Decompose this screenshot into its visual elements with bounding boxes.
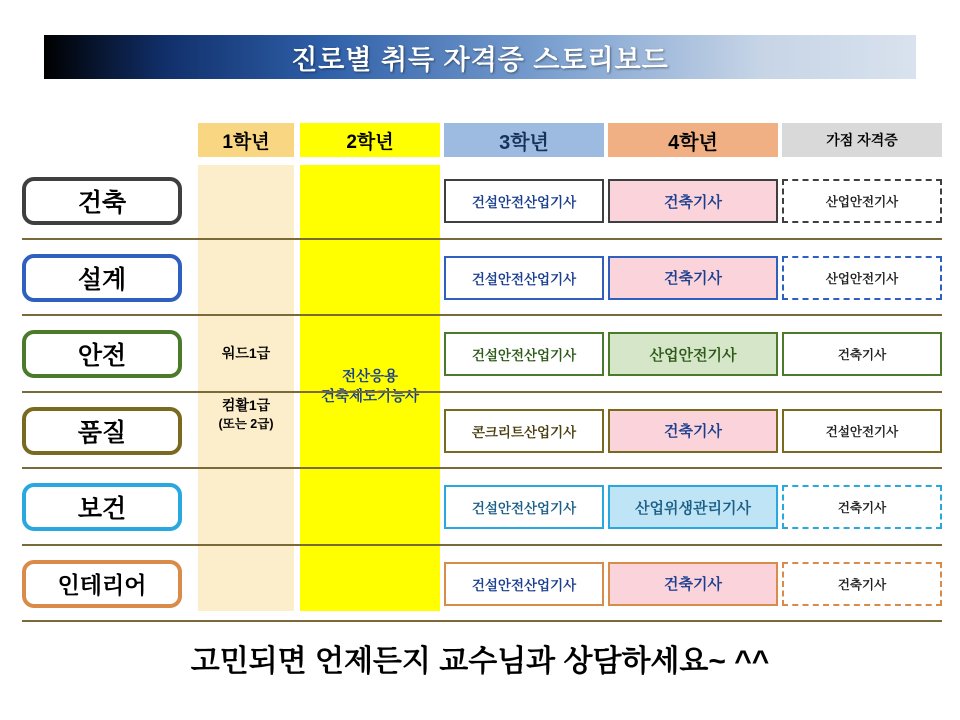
year1-cert-word: 워드1급 xyxy=(221,345,271,362)
cell-bonus-text: 건축기사 xyxy=(837,577,887,592)
cell-year3-text: 건설안전산업기사 xyxy=(471,577,577,593)
cell-year3-text: 건설안전산업기사 xyxy=(471,271,577,287)
year2-cert-line2: 건축제도기능사 xyxy=(320,389,420,405)
storyboard-title-bar xyxy=(44,35,916,79)
cell-bonus-row6[interactable] xyxy=(782,562,942,606)
cell-year3-row6[interactable] xyxy=(444,562,604,606)
row-separator xyxy=(22,314,942,316)
row-label-2[interactable] xyxy=(22,254,182,302)
row-label-1[interactable] xyxy=(22,177,182,225)
row-label-3[interactable] xyxy=(22,330,182,378)
row-label-text: 보건 xyxy=(77,495,127,524)
year1-cert-computer-label: 컴활1급 xyxy=(221,397,271,414)
cell-year3-row3[interactable] xyxy=(444,332,604,376)
row-separator xyxy=(22,391,942,393)
cell-year4-text: 건축기사 xyxy=(664,576,722,594)
cell-year4-text: 건축기사 xyxy=(664,270,722,288)
row-label-text: 인테리어 xyxy=(57,572,147,599)
cell-year3-text: 건설안전산업기사 xyxy=(471,501,577,517)
cell-year4-text: 건축기사 xyxy=(664,423,722,441)
cell-year3-text: 콘크리트산업기사 xyxy=(471,424,577,440)
cell-year4-text: 산업안전기사 xyxy=(649,346,737,364)
cell-bonus-row1[interactable] xyxy=(782,179,942,223)
cell-year4-row1[interactable] xyxy=(608,179,778,223)
year2-cert-line1: 전산응용 xyxy=(341,369,399,386)
footer-note: 고민되면 언제든지 교수님과 상담하세요~ ^^ xyxy=(190,645,770,678)
year1-cert-computer-note: (또는 2급) xyxy=(218,416,274,431)
row-separator xyxy=(22,467,942,469)
cell-year4-row2[interactable] xyxy=(608,256,778,300)
row-label-text: 설계 xyxy=(77,265,127,294)
cell-year4-row6[interactable] xyxy=(608,562,778,606)
cell-bonus-text: 건설안전기사 xyxy=(825,424,899,439)
cell-year3-row2[interactable] xyxy=(444,256,604,300)
cell-bonus-row5[interactable] xyxy=(782,485,942,529)
cell-bonus-row4[interactable] xyxy=(782,409,942,453)
column-header-bonus: 가점 자격증 xyxy=(782,123,942,157)
column-header-year2: 2학년 xyxy=(300,123,440,157)
row-label-6[interactable] xyxy=(22,560,182,608)
row-label-text: 안전 xyxy=(77,342,127,371)
cell-year3-row1[interactable] xyxy=(444,179,604,223)
row-separator xyxy=(22,544,942,546)
cell-bonus-row2[interactable] xyxy=(782,256,942,300)
row-separator xyxy=(22,620,942,622)
column-header-year4: 4학년 xyxy=(608,123,778,157)
page-title: 진로별 취득 자격증 스토리보드 xyxy=(291,44,669,75)
cell-bonus-text: 산업안전기사 xyxy=(825,195,899,210)
cell-year3-row5[interactable] xyxy=(444,485,604,529)
cell-bonus-text: 산업안전기사 xyxy=(825,271,899,286)
year2-cert xyxy=(321,368,419,407)
cell-year3-row4[interactable] xyxy=(444,409,604,453)
year1-cert-computer xyxy=(219,397,274,432)
row-label-text: 품질 xyxy=(77,418,127,447)
row-separator xyxy=(22,238,942,240)
cell-bonus-row3[interactable] xyxy=(782,332,942,376)
cell-year4-text: 건축기사 xyxy=(664,193,722,211)
cell-bonus-text: 건축기사 xyxy=(837,501,887,516)
row-label-5[interactable] xyxy=(22,483,182,531)
cell-year3-text: 건설안전산업기사 xyxy=(471,195,577,211)
row-label-text: 건축 xyxy=(77,189,127,218)
cell-year4-row5[interactable] xyxy=(608,485,778,529)
cell-year4-row3[interactable] xyxy=(608,332,778,376)
cell-year3-text: 건설안전산업기사 xyxy=(471,348,577,364)
column-header-year3: 3학년 xyxy=(444,123,604,157)
cell-year4-text: 산업위생관리기사 xyxy=(635,499,751,517)
row-label-4[interactable] xyxy=(22,407,182,455)
cell-bonus-text: 건축기사 xyxy=(837,348,887,363)
column-header-year1: 1학년 xyxy=(198,123,294,157)
cell-year4-row4[interactable] xyxy=(608,409,778,453)
